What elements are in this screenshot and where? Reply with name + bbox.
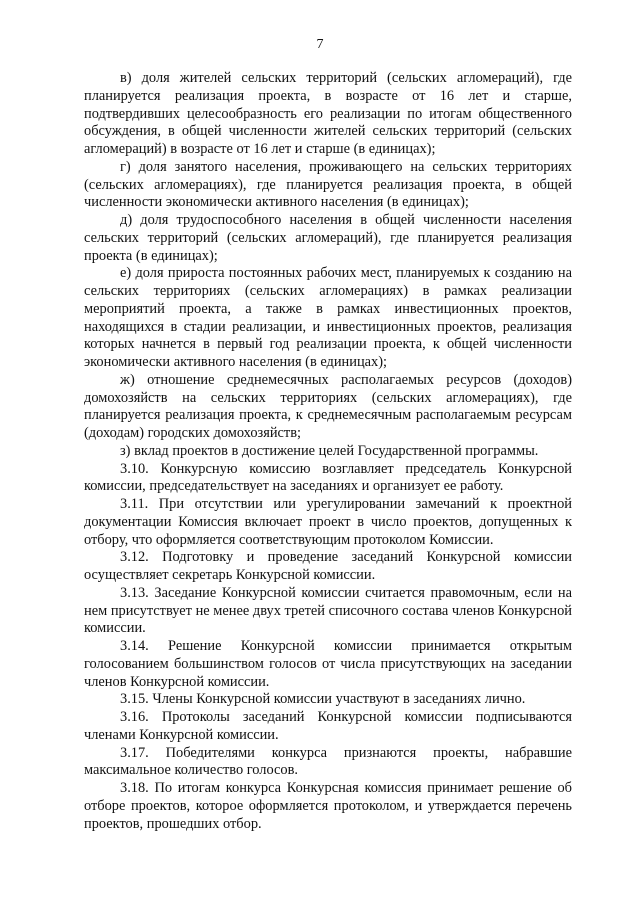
page-number: 7 [316, 37, 324, 52]
document-body [84, 70, 572, 833]
paragraph-criterion-z: з) вклад проектов в достижение целей Государственной программы. [120, 442, 539, 459]
paragraph-3-18: 3.18. По итогам конкурса Конкурсная комиссия принимает решение об отборе проектов, которое оформляется протоколом, и утверждается перечень проектов, прошедших отбор. [84, 780, 572, 832]
paragraph-criterion-g: г) доля занятого населения, проживающего на сельских территориях (сельских агломерациях), где планируется реализация проекта, в общей численности экономически активного населения (в единицах); [84, 158, 572, 211]
paragraph-criterion-zh: ж) отношение среднемесячных располагаемых ресурсов (доходов) домохозяйств на сельских территориях (сельских агломерациях), где планируется реализация проекта, к среднемесячным располагаемым ресурсам (доходам) городских домохозяйств; [84, 371, 572, 441]
paragraph-criterion-d: д) доля трудоспособного населения в общей численности населения сельских территорий (сельских агломераций), где планируется реализация проекта (в единицах); [84, 212, 572, 264]
paragraph-3-14: 3.14. Решение Конкурсной комиссии принимается открытым голосованием большинством голосов от числа присутствующих на заседании членов Конкурсной комиссии. [84, 638, 572, 690]
paragraph-3-11: 3.11. При отсутствии или урегулировании замечаний к проектной документации Комиссия включает проект в число проектов, допущенных к отбору, что оформляется соответствующим протоколом Комиссии. [84, 496, 572, 548]
paragraph-3-12: 3.12. Подготовку и проведение заседаний Конкурсной комиссии осуществляет секретарь Конкурсной комиссии. [84, 549, 572, 583]
paragraph-3-13: 3.13. Заседание Конкурсной комиссии считается правомочным, если на нем присутствует не менее двух третей списочного состава членов Конкурсной комиссии. [84, 584, 572, 637]
paragraph-criterion-v: в) доля жителей сельских территорий (сельских агломераций), где планируется реализация проекта, в возрасте от 16 лет и старше, подтвердивших целесообразность его реализации по итогам общественного обсуждения, в общей численности жителей сельских территорий (сельских агломераций) в возрасте от 16 лет и старше (в единицах); [84, 70, 572, 157]
paragraph-3-17: 3.17. Победителями конкурса признаются проекты, набравшие максимальное количество голосов. [84, 744, 572, 779]
paragraph-3-10: 3.10. Конкурсную комиссию возглавляет председатель Конкурсной комиссии, председательствует на заседаниях и организует ее работу. [84, 460, 572, 495]
paragraph-3-15: 3.15. Члены Конкурсной комиссии участвуют в заседаниях лично. [120, 691, 526, 708]
paragraph-criterion-e: е) доля прироста постоянных рабочих мест, планируемых к созданию на сельских территориях (сельских агломерациях) в рамках реализации мероприятий проекта, а также в рамках инвестиционных проектов, находящихся в стадии реализации, и инвестиционных проектов, реализация которых начнется в первый год реализации проекта, к общей численности экономически активного населения (в единицах); [84, 265, 572, 370]
paragraph-3-16: 3.16. Протоколы заседаний Конкурсной комиссии подписываются членами Конкурсной комиссии. [84, 709, 572, 743]
